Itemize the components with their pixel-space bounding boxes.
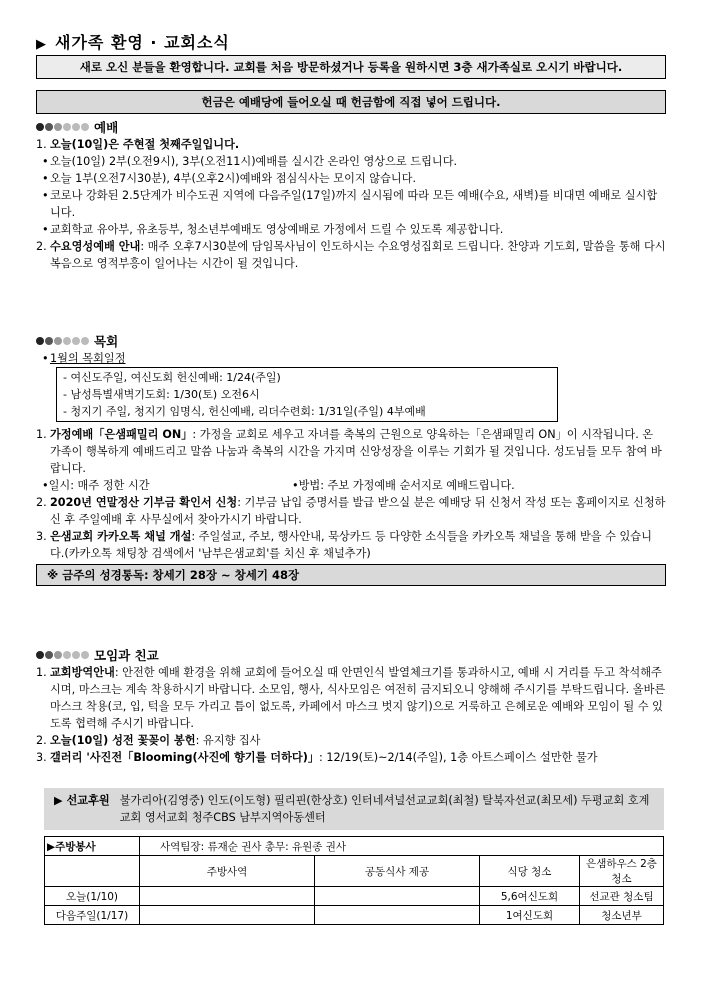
schedule-title: • 1월의 목회일정: [42, 352, 126, 365]
section-fellowship-heading: 모임과 친교: [36, 646, 666, 664]
list-item: - 청지기 주일, 청지기 임명식, 헌신예배, 리더수련회: 1/31일(주일) 4부예배: [63, 405, 426, 418]
dots-icon: [36, 123, 90, 131]
pastoral-item-1: 1. 가정예배「은샘패밀리 ON」: 가정을 교회로 세우고 자녀를 축복의 근원으로 양육하는「은샘패밀리 ON」이 시작됩니다. 온 가족이 행복하게 예배드리고 말씀 나눔과 축복의 시간을 가지며 신앙성장을 이루는 기회가 될 것입니다. 성도님들 모두 참여 바랍니다.: [36, 428, 662, 475]
worship-item-2: 2. 수요영성예배 안내: 매주 오후7시30분에 담임목사님이 인도하시는 수요영성집회로 드립니다. 찬양과 기도회, 말씀을 통해 다시 복음으로 영적부흥이 일어나는 시간이 될 것입니다.: [36, 240, 666, 270]
list-item: • 오늘 1부(오전7시30분), 4부(오후2시)예배와 점심식사는 모이지 않습니다.: [42, 172, 417, 185]
fellowship-item-1: 1. 교회방역안내: 안전한 예배 환경을 위해 교회에 들어오실 때 안면인식 발열체크기를 통과하시고, 예배 시 거리를 두고 착석해주시며, 마스크는 계속 착용하시기 바랍니다. 소모임, 행사, 식사모임은 여전히 금지되오니 양해해 주시기를 부탁드립니다. 올바른 마스크 착용(코, 입, 턱을 모두 가리고 틈이 없도록, 카페에서 마스크 벗지 않기)으로 거룩하고 은혜로운 예배와 모임이 될 수 있도록 협력해 주시기 바랍니다.: [36, 666, 666, 730]
table-row: 오늘(1/10) 5,6여신도회 선교관 청소팀: [45, 887, 664, 906]
column-header: 식당 청소: [480, 856, 580, 887]
mission-text: 불가리아(김영중) 인도(이도형) 필리핀(한상호) 인터네셔널선교교회(최철) 탈북자선교(최모세) 두평교회 호계교회 영서교회 청주CBS 남부지역아동센터: [116, 788, 664, 830]
section-pastoral-heading: 목회: [36, 332, 666, 350]
kitchen-service-table: [44, 836, 664, 925]
table-row: [45, 856, 664, 887]
list-item: • 코로나 강화된 2.5단계가 비수도권 지역에 다음주일(17일)까지 실시됨에 따라 모든 예배(수요, 새벽)를 비대면 예배로 실시합니다.: [42, 189, 658, 219]
pastoral-item-2: 2. 2020년 연말정산 기부금 확인서 신청: 기부금 납입 증명서를 발급 받으실 분은 예배당 뒤 신청서 작성 또는 홈페이지로 신청하신 후 주일예배 후 사무실에서 찾아가시기 바랍니다.: [36, 496, 666, 526]
service-info: 사역팀장: 류재순 권사 총무: 유원종 권사: [140, 837, 664, 856]
title-text: 새가족 환영 · 교회소식: [55, 33, 230, 52]
list-item: • 교회학교 유아부, 유초등부, 청소년부예배도 영상예배로 가정에서 드릴 수 있도록 제공합니다.: [42, 223, 504, 236]
welcome-box: 새로 오신 분들을 환영합니다. 교회를 처음 방문하셨거나 등록을 원하시면 3층 새가족실로 오시기 바랍니다.: [36, 55, 666, 79]
bulletin-page: [36, 30, 666, 925]
column-header: 공동식사 제공: [315, 856, 480, 887]
dots-icon: [36, 651, 90, 659]
bible-reading-box: ※ 금주의 성경통독: 창세기 28장 ~ 창세기 48장: [36, 564, 666, 586]
column-header: 은샘하우스 2층 청소: [580, 856, 664, 887]
worship-item-1: 1. 오늘(10일)은 주현절 첫째주일입니다.: [36, 138, 240, 151]
list-item: - 남성특별새벽기도회: 1/30(토) 오전6시: [63, 388, 260, 401]
column-header: 주방사역: [140, 856, 315, 887]
schedule-box: [56, 367, 558, 422]
table-row: 다음주일(1/17) 1여신도회 청소년부: [45, 906, 664, 925]
mission-support-box: [44, 788, 664, 830]
list-item: - 여신도주일, 여신도회 헌신예배: 1/24(주일): [63, 371, 281, 384]
dots-icon: [36, 337, 90, 345]
fellowship-item-2: 2. 오늘(10일) 성전 꽃꽂이 봉헌: 유지향 집사: [36, 734, 261, 747]
offering-box: 헌금은 예배당에 들어오실 때 헌금함에 직접 넣어 드립니다.: [36, 90, 666, 114]
mission-label: ▶ 선교후원: [44, 788, 116, 830]
page-title: [36, 30, 666, 53]
table-row: [45, 837, 664, 856]
list-item: • 오늘(10일) 2부(오전9시), 3부(오전11시)예배를 실시간 온라인 영상으로 드립니다.: [42, 155, 458, 168]
section-worship-heading: 예배: [36, 118, 666, 136]
pastoral-item-3: 3. 은샘교회 카카오톡 채널 개설: 주일설교, 주보, 행사안내, 묵상카드 등 다양한 소식들을 카카오톡 채널을 통해 받을 수 있습니다.(카카오톡 채팅창 검색에서 '남부은샘교회'를 치신 후 채널추가): [36, 530, 652, 560]
fellowship-item-3: 3. 갤러리 '사진전「Blooming(사진에 향기를 더하다)」: 12/19(토)~2/14(주일), 1층 아트스페이스 설만한 물가: [36, 751, 598, 764]
service-label: ▶주방봉사: [45, 837, 140, 856]
arrow-right-icon: ▶: [36, 37, 47, 52]
pastoral-item-1-details: •일시: 매주 정한 시간 •방법: 주보 가정예배 순서지로 예배드립니다.: [42, 479, 515, 492]
